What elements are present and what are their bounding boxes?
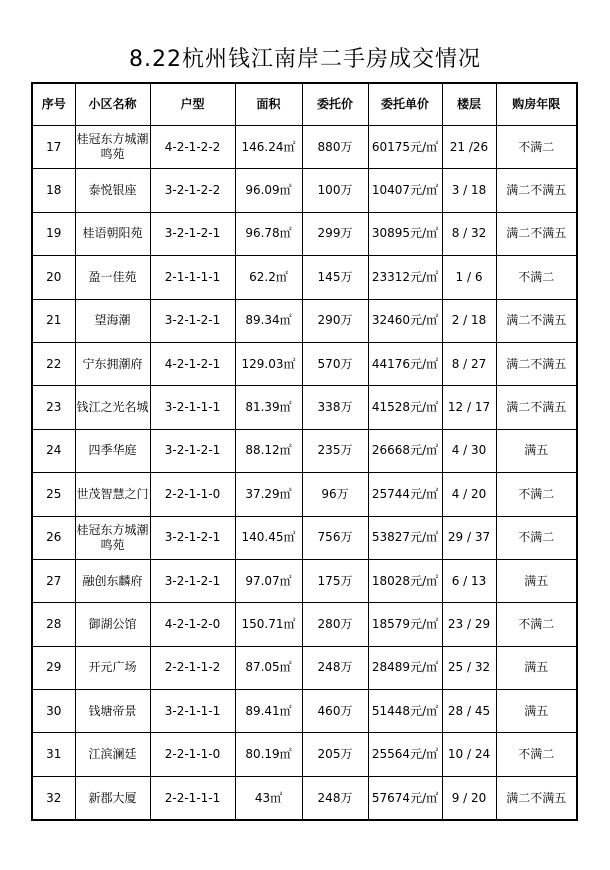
index-cell: 30: [32, 690, 75, 733]
unit-price-cell: 30895元/㎡: [368, 212, 442, 255]
layout-cell: 3-2-1-2-1: [150, 429, 235, 472]
area-cell: 89.34㎡: [235, 299, 302, 342]
ownership-years-cell: 满二不满五: [496, 212, 577, 255]
layout-cell: 3-2-1-1-1: [150, 690, 235, 733]
community-cell: 钱江之光名城: [75, 386, 150, 429]
layout-cell: 4-2-1-2-2: [150, 126, 235, 169]
ownership-years-cell: 不满二: [496, 603, 577, 646]
area-cell: 96.09㎡: [235, 169, 302, 212]
ownership-years-cell: 不满二: [496, 256, 577, 299]
unit-price-cell: 28489元/㎡: [368, 646, 442, 689]
index-cell: 29: [32, 646, 75, 689]
area-cell: 96.78㎡: [235, 212, 302, 255]
community-cell: 融创东麟府: [75, 559, 150, 602]
area-cell: 37.29㎡: [235, 473, 302, 516]
price-cell: 96万: [302, 473, 368, 516]
community-cell: 四季华庭: [75, 429, 150, 472]
area-cell: 88.12㎡: [235, 429, 302, 472]
area-cell: 80.19㎡: [235, 733, 302, 776]
unit-price-cell: 25744元/㎡: [368, 473, 442, 516]
unit-price-cell: 32460元/㎡: [368, 299, 442, 342]
table-row: [32, 429, 577, 472]
layout-cell: 3-2-1-2-2: [150, 169, 235, 212]
unit-price-cell: 44176元/㎡: [368, 342, 442, 385]
ownership-years-cell: 满二不满五: [496, 342, 577, 385]
area-cell: 89.41㎡: [235, 690, 302, 733]
community-cell: 钱塘帝景: [75, 690, 150, 733]
index-cell: 20: [32, 256, 75, 299]
index-cell: 27: [32, 559, 75, 602]
layout-cell: 3-2-1-2-1: [150, 299, 235, 342]
floor-cell: 23 / 29: [442, 603, 496, 646]
price-header: 委托价: [302, 83, 368, 126]
unit-price-cell: 18028元/㎡: [368, 559, 442, 602]
area-cell: 129.03㎡: [235, 342, 302, 385]
floor-cell: 8 / 27: [442, 342, 496, 385]
index-cell: 31: [32, 733, 75, 776]
index-cell: 24: [32, 429, 75, 472]
price-cell: 290万: [302, 299, 368, 342]
unit-price-cell: 25564元/㎡: [368, 733, 442, 776]
floor-header: 楼层: [442, 83, 496, 126]
unit-price-cell: 51448元/㎡: [368, 690, 442, 733]
table-header-row: [32, 83, 577, 126]
table-row: [32, 646, 577, 689]
layout-cell: 2-2-1-1-0: [150, 733, 235, 776]
price-cell: 280万: [302, 603, 368, 646]
community-cell: 开元广场: [75, 646, 150, 689]
layout-cell: 3-2-1-2-1: [150, 212, 235, 255]
unit-price-cell: 41528元/㎡: [368, 386, 442, 429]
ownership-years-cell: 满五: [496, 646, 577, 689]
area-cell: 87.05㎡: [235, 646, 302, 689]
table-row: [32, 473, 577, 516]
community-cell: 盈一佳苑: [75, 256, 150, 299]
table-row: [32, 212, 577, 255]
ownership-years-cell: 满二不满五: [496, 386, 577, 429]
table-row: [32, 256, 577, 299]
floor-cell: 28 / 45: [442, 690, 496, 733]
layout-cell: 4-2-1-2-1: [150, 342, 235, 385]
index-cell: 25: [32, 473, 75, 516]
index-cell: 22: [32, 342, 75, 385]
ownership-years-cell: 不满二: [496, 473, 577, 516]
price-cell: 205万: [302, 733, 368, 776]
index-cell: 17: [32, 126, 75, 169]
price-cell: 299万: [302, 212, 368, 255]
area-cell: 140.45㎡: [235, 516, 302, 559]
community-cell: 宁东拥潮府: [75, 342, 150, 385]
community-cell: 江滨澜廷: [75, 733, 150, 776]
floor-cell: 2 / 18: [442, 299, 496, 342]
community-cell: 世茂智慧之门: [75, 473, 150, 516]
floor-cell: 9 / 20: [442, 776, 496, 820]
unit-price-cell: 60175元/㎡: [368, 126, 442, 169]
price-cell: 880万: [302, 126, 368, 169]
price-cell: 248万: [302, 646, 368, 689]
ownership-years-cell: 满二不满五: [496, 169, 577, 212]
ownership-years-header: 购房年限: [496, 83, 577, 126]
community-cell: 御湖公馆: [75, 603, 150, 646]
table-row: [32, 776, 577, 820]
price-cell: 570万: [302, 342, 368, 385]
table-row: [32, 559, 577, 602]
table-row: [32, 342, 577, 385]
index-cell: 18: [32, 169, 75, 212]
price-cell: 100万: [302, 169, 368, 212]
ownership-years-cell: 满五: [496, 690, 577, 733]
layout-cell: 2-1-1-1-1: [150, 256, 235, 299]
floor-cell: 8 / 32: [442, 212, 496, 255]
ownership-years-cell: 不满二: [496, 516, 577, 559]
floor-cell: 3 / 18: [442, 169, 496, 212]
unit-price-cell: 10407元/㎡: [368, 169, 442, 212]
index-cell: 19: [32, 212, 75, 255]
table-row: [32, 169, 577, 212]
table-row: [32, 516, 577, 559]
unit-price-cell: 18579元/㎡: [368, 603, 442, 646]
floor-cell: 25 / 32: [442, 646, 496, 689]
layout-header: 户型: [150, 83, 235, 126]
ownership-years-cell: 满五: [496, 559, 577, 602]
unit-price-cell: 23312元/㎡: [368, 256, 442, 299]
page-title: 8.22杭州钱江南岸二手房成交情况: [129, 47, 481, 72]
area-cell: 97.07㎡: [235, 559, 302, 602]
unit-price-cell: 53827元/㎡: [368, 516, 442, 559]
floor-cell: 4 / 20: [442, 473, 496, 516]
area-cell: 43㎡: [235, 776, 302, 820]
area-cell: 146.24㎡: [235, 126, 302, 169]
price-cell: 145万: [302, 256, 368, 299]
floor-cell: 4 / 30: [442, 429, 496, 472]
community-cell: 望海潮: [75, 299, 150, 342]
community-cell: 泰悦银座: [75, 169, 150, 212]
layout-cell: 2-2-1-1-1: [150, 776, 235, 820]
price-cell: 175万: [302, 559, 368, 602]
table-row: [32, 386, 577, 429]
ownership-years-cell: 不满二: [496, 733, 577, 776]
unit-price-cell: 26668元/㎡: [368, 429, 442, 472]
floor-cell: 29 / 37: [442, 516, 496, 559]
unit-price-cell: 57674元/㎡: [368, 776, 442, 820]
transactions-table: [31, 82, 578, 821]
price-cell: 460万: [302, 690, 368, 733]
unit-price-header: 委托单价: [368, 83, 442, 126]
price-cell: 248万: [302, 776, 368, 820]
community-cell: 桂冠东方城潮鸣苑: [75, 516, 150, 559]
table-row: [32, 299, 577, 342]
floor-cell: 1 / 6: [442, 256, 496, 299]
area-cell: 150.71㎡: [235, 603, 302, 646]
table-row: [32, 690, 577, 733]
price-cell: 338万: [302, 386, 368, 429]
price-cell: 756万: [302, 516, 368, 559]
area-cell: 81.39㎡: [235, 386, 302, 429]
community-cell: 新郡大厦: [75, 776, 150, 820]
ownership-years-cell: 满五: [496, 429, 577, 472]
floor-cell: 10 / 24: [442, 733, 496, 776]
index-cell: 21: [32, 299, 75, 342]
floor-cell: 6 / 13: [442, 559, 496, 602]
table-row: [32, 603, 577, 646]
community-header: 小区名称: [75, 83, 150, 126]
table-body: [32, 126, 577, 821]
community-cell: 桂冠东方城潮鸣苑: [75, 126, 150, 169]
index-cell: 23: [32, 386, 75, 429]
area-cell: 62.2㎡: [235, 256, 302, 299]
layout-cell: 3-2-1-2-1: [150, 559, 235, 602]
area-header: 面积: [235, 83, 302, 126]
price-cell: 235万: [302, 429, 368, 472]
index-cell: 32: [32, 776, 75, 820]
ownership-years-cell: 不满二: [496, 126, 577, 169]
layout-cell: 3-2-1-2-1: [150, 516, 235, 559]
index-cell: 28: [32, 603, 75, 646]
ownership-years-cell: 满二不满五: [496, 776, 577, 820]
index-cell: 26: [32, 516, 75, 559]
index-header: 序号: [32, 83, 75, 126]
community-cell: 桂语朝阳苑: [75, 212, 150, 255]
ownership-years-cell: 满二不满五: [496, 299, 577, 342]
layout-cell: 2-2-1-1-2: [150, 646, 235, 689]
layout-cell: 3-2-1-1-1: [150, 386, 235, 429]
layout-cell: 4-2-1-2-0: [150, 603, 235, 646]
floor-cell: 21 /26: [442, 126, 496, 169]
layout-cell: 2-2-1-1-0: [150, 473, 235, 516]
table-row: [32, 733, 577, 776]
floor-cell: 12 / 17: [442, 386, 496, 429]
table-row: [32, 126, 577, 169]
